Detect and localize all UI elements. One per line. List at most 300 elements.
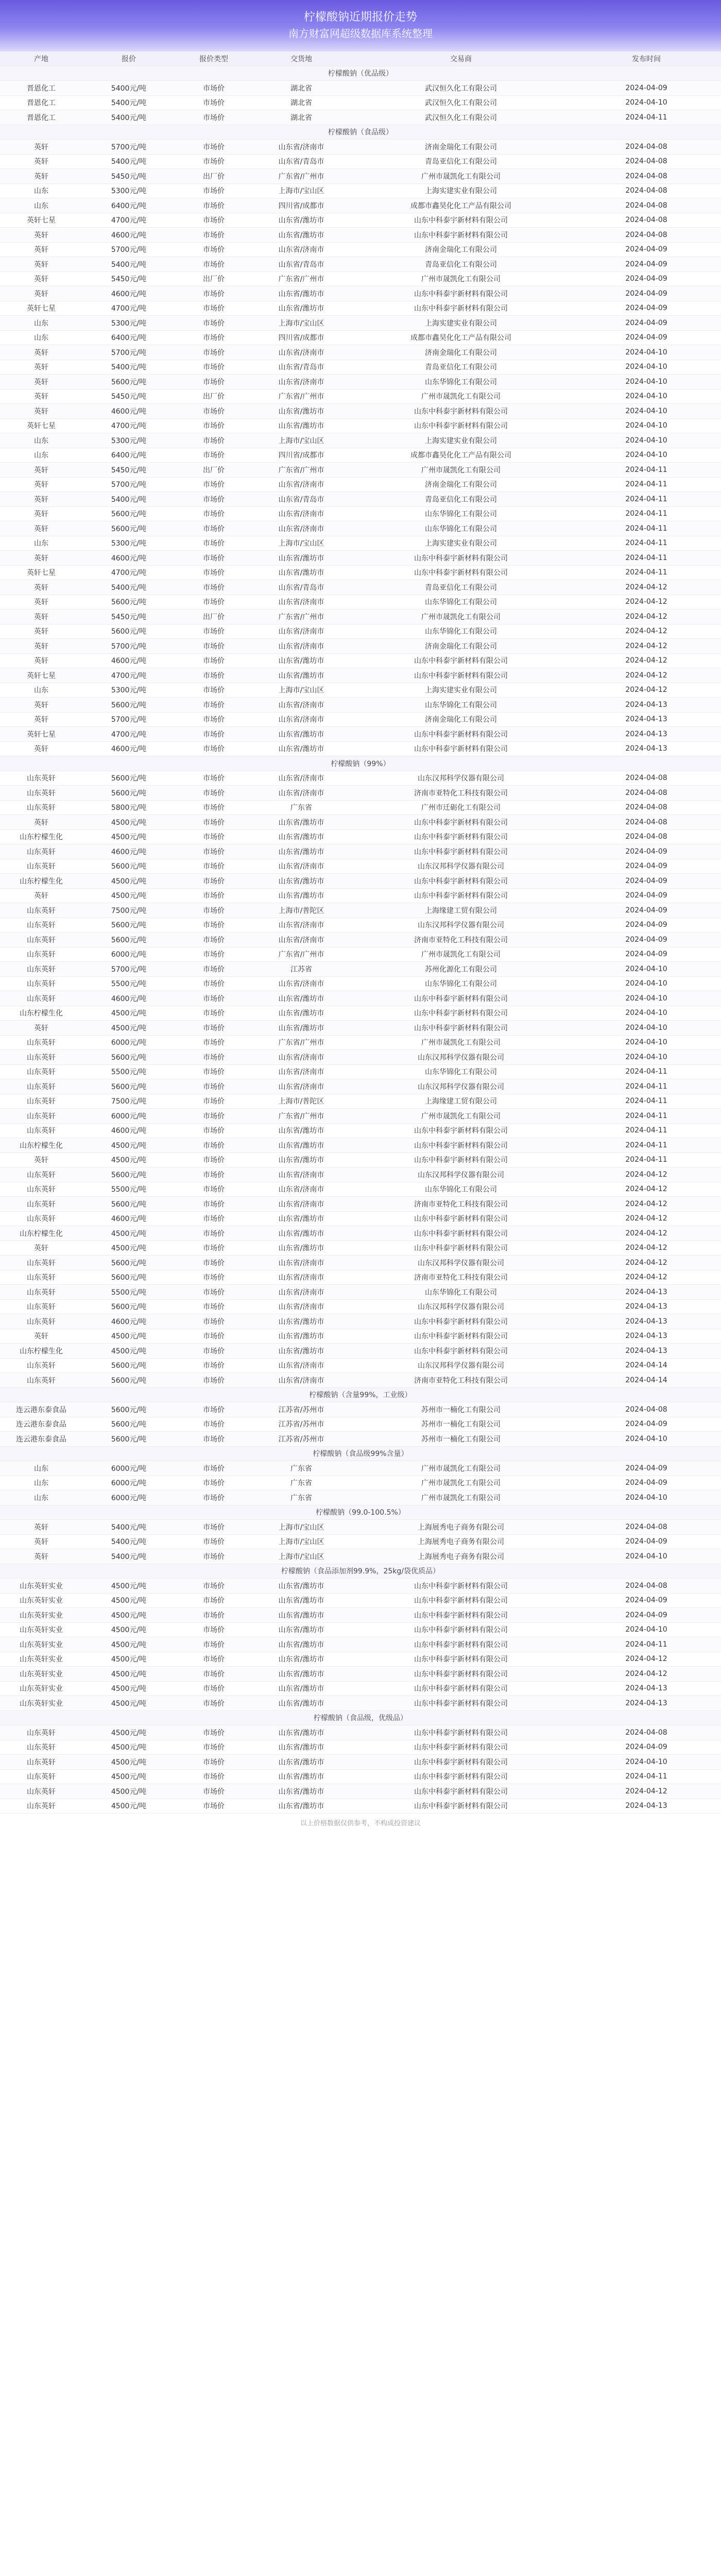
table-cell: 2024-04-11 [572,1109,721,1124]
table-cell: 市场价 [175,1652,252,1667]
table-cell: 广州市晟凯化工有限公司 [350,1109,572,1124]
table-row [0,1593,721,1608]
table-cell: 市场价 [175,1153,252,1167]
table-cell: 市场价 [175,1622,252,1637]
table-cell: 武汉恒久化工有限公司 [350,110,572,125]
table-cell: 市场价 [175,257,252,272]
table-cell: 山东中科泰宇新材料有限公司 [350,1652,572,1667]
table-row [0,786,721,801]
table-cell: 2024-04-10 [572,375,721,389]
table-cell: 山东中科泰宇新材料有限公司 [350,1799,572,1814]
table-cell: 6000元/吨 [82,1476,175,1490]
table-cell: 2024-04-13 [572,1329,721,1344]
table-cell: 山东省/济南市 [252,242,350,257]
table-cell: 广东省/广州市 [252,169,350,184]
table-cell: 5500元/吨 [82,1064,175,1079]
table-row [0,1153,721,1167]
table-cell: 4500元/吨 [82,1622,175,1637]
table-row [0,1138,721,1153]
table-cell: 2024-04-08 [572,829,721,844]
table-cell: 2024-04-09 [572,1534,721,1549]
table-cell: 市场价 [175,698,252,713]
table-cell: 英轩 [0,580,82,595]
table-cell: 市场价 [175,933,252,947]
table-cell: 2024-04-08 [572,213,721,228]
table-cell: 山东英轩实业 [0,1652,82,1667]
table-cell: 4500元/吨 [82,1725,175,1740]
table-cell: 市场价 [175,360,252,375]
table-row [0,551,721,566]
table-cell: 湖北省 [252,81,350,96]
table-cell: 上海展秀电子商务有限公司 [350,1549,572,1564]
table-row [0,448,721,463]
table-row [0,418,721,433]
table-cell: 2024-04-10 [572,1021,721,1036]
table-cell: 山东英轩 [0,991,82,1006]
table-cell: 市场价 [175,1755,252,1770]
table-cell: 4600元/吨 [82,653,175,668]
table-cell: 市场价 [175,1064,252,1079]
table-cell: 5450元/吨 [82,389,175,404]
table-cell: 市场价 [175,1182,252,1197]
section-title: 柠檬酸钠（食品级，优级品） [0,1710,721,1725]
table-cell: 2024-04-10 [572,433,721,448]
table-cell: 5600元/吨 [82,698,175,713]
table-cell: 2024-04-12 [572,1167,721,1182]
table-cell: 市场价 [175,1461,252,1476]
table-row [0,1755,721,1770]
table-cell: 山东省/潍坊市 [252,1579,350,1594]
table-cell: 4700元/吨 [82,565,175,580]
table-cell: 山东省/济南市 [252,976,350,991]
table-cell: 山东英轩实业 [0,1608,82,1623]
table-cell: 山东华锦化工有限公司 [350,624,572,639]
table-cell: 市场价 [175,492,252,507]
table-cell: 4500元/吨 [82,1153,175,1167]
table-cell: 2024-04-08 [572,1402,721,1417]
table-cell: 英轩 [0,257,82,272]
table-cell: 5600元/吨 [82,786,175,801]
table-cell: 市场价 [175,639,252,654]
table-cell: 济南市亚特化工科技有限公司 [350,1197,572,1212]
table-cell: 2024-04-10 [572,1622,721,1637]
table-cell: 山东省/济南市 [252,624,350,639]
section-header-row [0,756,721,771]
table-cell: 英轩 [0,404,82,419]
table-cell: 市场价 [175,228,252,243]
table-cell: 山东省/济南市 [252,1182,350,1197]
table-cell: 山东省/潍坊市 [252,1667,350,1682]
table-row [0,183,721,198]
table-cell: 4500元/吨 [82,1769,175,1784]
table-cell: 2024-04-12 [572,1241,721,1256]
table-cell: 市场价 [175,448,252,463]
table-cell: 山东省/潍坊市 [252,1021,350,1036]
table-row [0,1534,721,1549]
table-cell: 山东中科泰宇新材料有限公司 [350,418,572,433]
table-cell: 市场价 [175,653,252,668]
table-cell: 2024-04-10 [572,1490,721,1505]
table-cell: 上海展秀电子商务有限公司 [350,1520,572,1535]
table-cell: 广州市晟凯化工有限公司 [350,1476,572,1490]
table-cell: 2024-04-12 [572,1211,721,1226]
table-cell: 山东英轩 [0,844,82,859]
table-cell: 市场价 [175,1241,252,1256]
table-cell: 山东省/潍坊市 [252,1784,350,1799]
table-cell: 山东华锦化工有限公司 [350,1182,572,1197]
table-cell: 市场价 [175,1520,252,1535]
table-cell: 2024-04-09 [572,330,721,345]
table-cell: 5300元/吨 [82,433,175,448]
table-cell: 山东省/潍坊市 [252,653,350,668]
table-cell: 市场价 [175,991,252,1006]
table-cell: 山东中科泰宇新材料有限公司 [350,741,572,756]
table-row [0,110,721,125]
table-cell: 山东英轩 [0,918,82,933]
table-row [0,903,721,918]
table-cell: 山东 [0,1476,82,1490]
table-cell: 山东英轩 [0,1109,82,1124]
table-cell: 市场价 [175,918,252,933]
table-cell: 2024-04-08 [572,800,721,815]
table-cell: 2024-04-10 [572,345,721,360]
table-row [0,1769,721,1784]
table-cell: 山东中科泰宇新材料有限公司 [350,1755,572,1770]
table-cell: 2024-04-11 [572,1637,721,1652]
table-cell: 山东英轩 [0,800,82,815]
table-cell: 山东中科泰宇新材料有限公司 [350,1769,572,1784]
table-cell: 市场价 [175,1270,252,1285]
table-cell: 山东省/潍坊市 [252,741,350,756]
table-cell: 2024-04-08 [572,154,721,169]
table-cell: 4500元/吨 [82,1021,175,1036]
table-cell: 市场价 [175,198,252,213]
table-cell: 英轩 [0,653,82,668]
table-cell: 四川省/成都市 [252,330,350,345]
table-cell: 山东 [0,316,82,331]
table-row [0,1211,721,1226]
table-cell: 5450元/吨 [82,463,175,478]
table-cell: 山东英轩实业 [0,1637,82,1652]
table-cell: 英轩 [0,492,82,507]
table-cell: 市场价 [175,1402,252,1417]
table-cell: 山东英轩 [0,1314,82,1329]
table-cell: 山东中科泰宇新材料有限公司 [350,301,572,316]
column-header: 发布时间 [572,52,721,66]
table-cell: 广州市晟凯化工有限公司 [350,609,572,624]
table-cell: 晋恩化工 [0,95,82,110]
table-cell: 市场价 [175,110,252,125]
table-cell: 4500元/吨 [82,1755,175,1770]
table-cell: 4700元/吨 [82,418,175,433]
table-cell: 英轩 [0,1549,82,1564]
table-cell: 上海实建实业有限公司 [350,316,572,331]
table-row [0,257,721,272]
table-cell: 山东柠檬生化 [0,1344,82,1359]
table-cell: 山东汉邦科学仪器有限公司 [350,771,572,786]
table-cell: 市场价 [175,1109,252,1124]
table-cell: 市场价 [175,1725,252,1740]
table-cell: 山东华锦化工有限公司 [350,1285,572,1300]
table-cell: 上海市/宝山区 [252,183,350,198]
table-cell: 山东中科泰宇新材料有限公司 [350,1622,572,1637]
table-row [0,154,721,169]
table-cell: 4500元/吨 [82,1344,175,1359]
table-row [0,1329,721,1344]
table-cell: 2024-04-12 [572,668,721,683]
table-cell: 市场价 [175,1637,252,1652]
table-cell: 山东中科泰宇新材料有限公司 [350,1608,572,1623]
table-row [0,874,721,889]
table-cell: 市场价 [175,1197,252,1212]
table-cell: 4700元/吨 [82,668,175,683]
table-cell: 山东省/济南市 [252,1050,350,1065]
table-cell: 山东英轩 [0,1167,82,1182]
table-cell: 山东省/潍坊市 [252,888,350,903]
table-row [0,683,721,698]
table-cell: 6400元/吨 [82,198,175,213]
table-cell: 5600元/吨 [82,521,175,536]
table-cell: 晋恩化工 [0,110,82,125]
table-cell: 山东省/潍坊市 [252,1314,350,1329]
table-cell: 山东柠檬生化 [0,829,82,844]
table-cell: 2024-04-13 [572,1681,721,1696]
table-cell: 山东中科泰宇新材料有限公司 [350,829,572,844]
table-cell: 6000元/吨 [82,1490,175,1505]
table-cell: 2024-04-09 [572,286,721,301]
table-cell: 2024-04-11 [572,463,721,478]
table-cell: 6400元/吨 [82,330,175,345]
table-cell: 市场价 [175,1373,252,1388]
table-cell: 英轩 [0,815,82,830]
table-cell: 山东华锦化工有限公司 [350,506,572,521]
table-cell: 2024-04-12 [572,1256,721,1270]
table-cell: 5300元/吨 [82,683,175,698]
table-cell: 山东省/潍坊市 [252,565,350,580]
table-cell: 5400元/吨 [82,580,175,595]
table-cell: 广东省/广州市 [252,389,350,404]
table-cell: 市场价 [175,1329,252,1344]
table-cell: 英轩 [0,140,82,155]
table-cell: 济南市亚特化工科技有限公司 [350,1270,572,1285]
table-cell: 上海缘建工贸有限公司 [350,903,572,918]
table-cell: 市场价 [175,815,252,830]
table-cell: 广州市迁砺化工有限公司 [350,800,572,815]
section-title: 柠檬酸钠（食品添加剂99.9%，25kg/袋优质品） [0,1564,721,1579]
table-cell: 山东省/青岛市 [252,580,350,595]
table-row [0,389,721,404]
table-cell: 连云港东泰食品 [0,1402,82,1417]
table-cell: 英轩 [0,1520,82,1535]
table-cell: 英轩 [0,521,82,536]
table-cell: 2024-04-09 [572,903,721,918]
table-row [0,609,721,624]
table-row [0,330,721,345]
table-row [0,1579,721,1594]
column-header: 交易商 [350,52,572,66]
table-row [0,918,721,933]
table-cell: 4500元/吨 [82,1329,175,1344]
table-cell: 2024-04-13 [572,1696,721,1711]
table-cell: 2024-04-09 [572,933,721,947]
table-cell: 山东中科泰宇新材料有限公司 [350,727,572,742]
table-cell: 5300元/吨 [82,316,175,331]
table-row [0,1021,721,1036]
table-cell: 2024-04-11 [572,1064,721,1079]
table-cell: 苏州市一楠化工有限公司 [350,1432,572,1447]
table-cell: 2024-04-09 [572,859,721,874]
table-cell: 山东省/潍坊市 [252,1622,350,1637]
table-cell: 山东英轩 [0,976,82,991]
table-cell: 山东中科泰宇新材料有限公司 [350,1211,572,1226]
table-cell: 山东汉邦科学仪器有限公司 [350,1256,572,1270]
table-cell: 成都市鑫昊化化工产品有限公司 [350,198,572,213]
table-row [0,1740,721,1755]
table-cell: 山东中科泰宇新材料有限公司 [350,1226,572,1241]
table-cell: 2024-04-13 [572,741,721,756]
page-title: 柠檬酸钠近期报价走势 [303,11,417,24]
table-row [0,771,721,786]
table-cell: 7500元/吨 [82,903,175,918]
table-cell: 连云港东泰食品 [0,1417,82,1432]
table-cell: 山东省/济南市 [252,1373,350,1388]
table-cell: 市场价 [175,580,252,595]
table-cell: 山东中科泰宇新材料有限公司 [350,1740,572,1755]
table-cell: 广东省/广州市 [252,1035,350,1050]
table-row [0,741,721,756]
table-cell: 市场价 [175,301,252,316]
table-cell: 市场价 [175,668,252,683]
table-cell: 市场价 [175,213,252,228]
table-cell: 山东中科泰宇新材料有限公司 [350,888,572,903]
table-cell: 2024-04-10 [572,976,721,991]
table-cell: 山东英轩 [0,1299,82,1314]
table-cell: 出厂价 [175,169,252,184]
table-cell: 上海市/宝山区 [252,1549,350,1564]
table-cell: 市场价 [175,345,252,360]
table-cell: 晋恩化工 [0,81,82,96]
table-cell: 山东中科泰宇新材料有限公司 [350,1314,572,1329]
table-cell: 2024-04-09 [572,1417,721,1432]
table-cell: 山东英轩 [0,1784,82,1799]
table-cell: 山东省/济南市 [252,1285,350,1300]
table-cell: 4700元/吨 [82,301,175,316]
table-cell: 2024-04-10 [572,1755,721,1770]
table-row [0,506,721,521]
table-cell: 市场价 [175,1417,252,1432]
table-cell: 苏州市一楠化工有限公司 [350,1402,572,1417]
table-cell: 5700元/吨 [82,712,175,727]
table-cell: 山东省/潍坊市 [252,1006,350,1021]
table-cell: 青岛亚信化工有限公司 [350,257,572,272]
table-cell: 英轩七星 [0,213,82,228]
table-cell: 连云港东泰食品 [0,1432,82,1447]
table-cell: 江苏省/苏州市 [252,1432,350,1447]
table-row [0,286,721,301]
table-cell: 山东英轩实业 [0,1622,82,1637]
table-cell: 2024-04-14 [572,1358,721,1373]
table-cell: 4500元/吨 [82,1637,175,1652]
table-cell: 山东汉邦科学仪器有限公司 [350,1050,572,1065]
table-cell: 2024-04-08 [572,1725,721,1740]
table-cell: 市场价 [175,1432,252,1447]
table-cell: 市场价 [175,565,252,580]
table-cell: 5450元/吨 [82,272,175,286]
table-row [0,1402,721,1417]
table-cell: 山东省/济南市 [252,521,350,536]
table-cell: 2024-04-08 [572,786,721,801]
table-row [0,844,721,859]
table-cell: 上海实建实业有限公司 [350,683,572,698]
table-cell: 5400元/吨 [82,81,175,96]
table-cell: 苏州市一楠化工有限公司 [350,1417,572,1432]
table-cell: 山东汉邦科学仪器有限公司 [350,918,572,933]
table-cell: 5500元/吨 [82,1182,175,1197]
table-cell: 市场价 [175,1226,252,1241]
table-row [0,933,721,947]
table-cell: 4500元/吨 [82,1593,175,1608]
table-cell: 济南市亚特化工科技有限公司 [350,786,572,801]
table-cell: 山东省/济南市 [252,595,350,609]
table-cell: 山东省/潍坊市 [252,551,350,566]
table-cell: 山东英轩 [0,947,82,962]
table-cell: 英轩 [0,477,82,492]
table-cell: 市场价 [175,1740,252,1755]
table-cell: 2024-04-13 [572,1344,721,1359]
table-cell: 4500元/吨 [82,1799,175,1814]
table-cell: 上海展秀电子商务有限公司 [350,1534,572,1549]
table-cell: 山东英轩 [0,1079,82,1094]
section-header-row [0,66,721,81]
table-cell: 英轩 [0,712,82,727]
table-row [0,272,721,286]
table-cell: 5600元/吨 [82,771,175,786]
table-cell: 5500元/吨 [82,1285,175,1300]
section-header-row [0,1710,721,1725]
table-cell: 山东中科泰宇新材料有限公司 [350,1344,572,1359]
table-cell: 市场价 [175,81,252,96]
table-row [0,1725,721,1740]
table-cell: 2024-04-11 [572,492,721,507]
table-cell: 英轩 [0,1534,82,1549]
table-cell: 广东省 [252,800,350,815]
table-cell: 湖北省 [252,95,350,110]
table-cell: 山东中科泰宇新材料有限公司 [350,1153,572,1167]
table-cell: 英轩 [0,169,82,184]
table-cell: 市场价 [175,154,252,169]
table-row [0,242,721,257]
table-cell: 5700元/吨 [82,477,175,492]
table-cell: 山东中科泰宇新材料有限公司 [350,991,572,1006]
table-cell: 市场价 [175,962,252,977]
table-cell: 上海市/普陀区 [252,903,350,918]
table-cell: 广州市晟凯化工有限公司 [350,1490,572,1505]
table-cell: 山东中科泰宇新材料有限公司 [350,1784,572,1799]
table-cell: 2024-04-08 [572,1579,721,1594]
table-cell: 2024-04-10 [572,389,721,404]
table-cell: 4600元/吨 [82,228,175,243]
table-cell: 山东英轩实业 [0,1696,82,1711]
table-cell: 山东省/济南市 [252,771,350,786]
table-cell: 5700元/吨 [82,242,175,257]
table-cell: 2024-04-12 [572,624,721,639]
column-header: 交货地 [252,52,350,66]
table-cell: 英轩七星 [0,565,82,580]
table-cell: 4600元/吨 [82,741,175,756]
table-cell: 山东省/潍坊市 [252,1123,350,1138]
table-cell: 山东省/潍坊市 [252,1329,350,1344]
table-cell: 5600元/吨 [82,1373,175,1388]
